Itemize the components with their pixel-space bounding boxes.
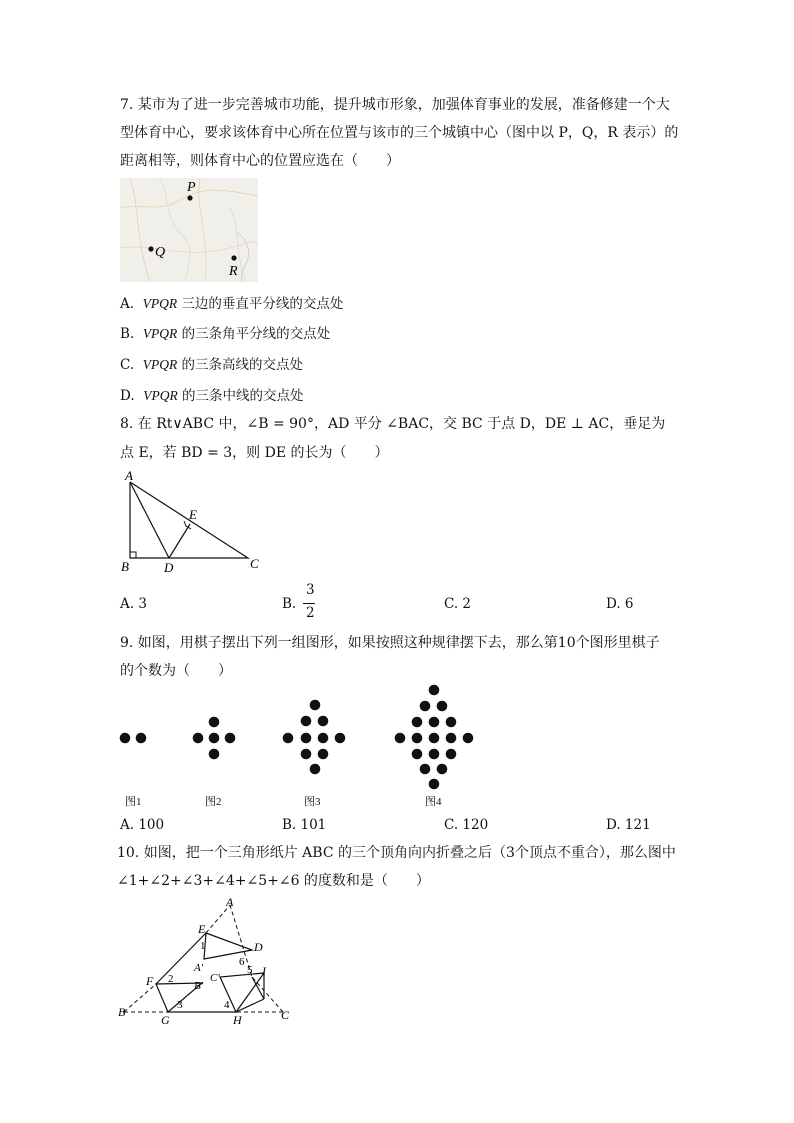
q9-option-a[interactable]: A. 100 [120,817,165,833]
pattern-fig3 [283,700,346,775]
fraction-denominator: 2 [306,605,315,621]
map-svg [120,178,258,282]
label-b-prime: B' [194,980,204,992]
triangle-symbol: VPQR [142,326,178,341]
label-c-prime: C' [210,972,220,984]
q7-line3: 距离相等，则体育中心的位置应选在（ ） [120,153,400,169]
q7-option-a[interactable] [120,292,343,312]
label-e: E [198,922,206,936]
q8-option-c[interactable]: C. 2 [444,596,472,612]
option-text: 三边的垂直平分线的交点处 [181,296,344,312]
caption-fig2: 图2 [205,796,222,808]
q9-option-b[interactable]: B. 101 [282,817,327,833]
caption-fig1: 图1 [125,796,142,808]
option-letter: B. [120,326,135,342]
label-d: D [164,560,174,575]
angle-4: 4 [224,999,230,1011]
q9-svg [116,680,496,792]
q10-svg [116,893,296,1029]
point-r [231,255,236,260]
q10-line1: 10. 如图，把一个三角形纸片 ABC 的三个顶角向内折叠之后（3个顶点不重合），那么图中 [117,845,676,861]
q8-svg [116,470,266,580]
q7-option-d[interactable] [120,384,304,404]
label-c: C [281,1008,290,1022]
label-q: Q [155,245,166,260]
label-r: R [229,264,238,279]
label-d: D [254,940,263,954]
label-b: B [121,559,129,574]
option-letter: B. [282,596,297,612]
label-a-prime: A' [194,962,204,974]
q9-option-c[interactable]: C. 120 [444,817,489,833]
option-letter: D. [120,388,135,404]
q9-option-d[interactable]: D. 121 [606,817,651,833]
q7-line1: 7. 某市为了进一步完善城市功能，提升城市形象，加强体育事业的发展，准备修建一个大 [120,97,670,113]
pattern-fig2 [193,717,236,760]
q8-triangle-figure [116,470,266,580]
q9-line2: 的个数为（ ） [120,663,232,679]
label-a: A [125,470,133,483]
option-letter: A. [120,296,135,312]
pattern-fig1 [120,733,147,744]
caption-fig3: 图3 [304,796,321,808]
option-text: 的三条中线的交点处 [182,388,304,404]
q10-line2: ∠1+∠2+∠3+∠4+∠5+∠6 的度数和是（ ） [117,873,430,889]
q8-line1: 8. 在 Rt∨ABC 中，∠B = 90°，AD 平分 ∠BAC，交 BC 于点 D，DE ⊥ AC，垂足为 [120,416,666,432]
angle-3: 3 [177,999,183,1011]
triangle-symbol: VPQR [142,296,178,311]
label-p: P [187,180,196,195]
q9-line1: 9. 如图，用棋子摆出下列一组图形，如果按照这种规律摆下去，那么第10个图形里棋子 [120,635,660,651]
label-e: E [189,507,197,522]
point-p [187,195,192,200]
angle-2: 2 [168,973,174,985]
q7-option-b[interactable] [120,322,330,342]
label-b: B [118,1005,126,1019]
q7-option-c[interactable] [120,353,303,373]
q7-map-figure [120,178,258,282]
label-c: C [250,556,259,571]
triangle-symbol: VPQR [142,357,178,372]
option-text: 的三条高线的交点处 [181,357,304,373]
q8-option-d[interactable]: D. 6 [606,596,634,612]
pattern-fig4 [395,685,474,790]
q9-pattern-figure [116,680,496,792]
angle-5: 5 [247,964,253,976]
label-a: A [226,895,234,909]
label-g: G [161,1013,170,1027]
q10-fold-figure [116,893,296,1029]
label-f: F [146,974,154,988]
triangle-symbol: VPQR [143,388,178,403]
fraction-numerator: 3 [306,582,315,598]
fraction-bar [303,603,315,604]
label-h: H [233,1013,242,1027]
option-text: 的三条角平分线的交点处 [181,326,331,342]
label-i: I [262,964,266,978]
q7-line2: 型体育中心，要求该体育中心所在位置与该市的三个城镇中心（图中以 P，Q，R 表示）的 [120,125,679,141]
angle-6: 6 [239,956,245,968]
q8-option-a[interactable]: A. 3 [120,596,147,612]
angle-1: 1 [200,940,206,952]
option-letter: C. [120,357,135,373]
point-q [148,246,153,251]
q8-line2: 点 E，若 BD = 3，则 DE 的长为（ ） [120,445,389,461]
caption-fig4: 图4 [425,796,442,808]
